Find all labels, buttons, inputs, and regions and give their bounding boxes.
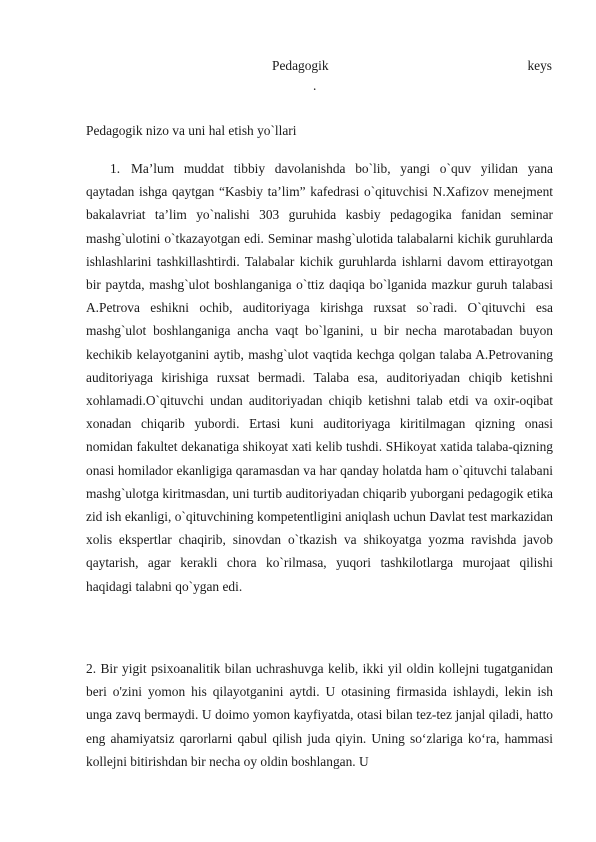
header-left-text: Pedagogik: [272, 58, 329, 73]
case-1-text: Ma’lum muddat tibbiy davolanishda bo`lib, yangi o`quv yilidan yana qaytadan ishga qaytgan “Kasbiy ta’lim” kafedrasi o`qituvchisi N.Xafizov menejment bakalavriat ta’lim yo`nalishi 303 guruhida kasbiy pedagogika fanidan seminar mashg`ulotini o`tkazayotgan edi. Seminar mashg`ulotida talabalarni kichik guruhlarda ishlashlarini tashkillashtirdi. Talabalar kichik guruhlarda ishlarni davom ettirayotgan bir paytda, mashg`ulot boshlanganiga o`ttiz daqiqa bo`lganida mazkur guruh talabasi A.Petrova eshikni ochib, auditoriyaga kirishga ruxsat so`radi. O`qituvchi esa mashg`ulot boshlanganiga ancha vaqt bo`lganini, u bir necha marotabadan buyon kechikib kelayotganini aytib, mashg`ulot vaqtida kechga qolgan talaba A.Petrovaning auditoriyaga kirishiga ruxsat bermadi. Talaba esa, auditoriyadan chiqib ketishni xohlamadi.O`qituvchi undan auditoriyadan chiqib ketishni talab etdi va oxir-oqibat xonadan chiqarib yubordi. Ertasi kuni auditoriyaga kiritilmagan qizning onasi nomidan fakultet dekanatiga shikoyat xati kelib tushdi. SHikoyat xatida talaba-qizning onasi homilador ekanligiga qaramasdan va har qanday holatda ham o`qituvchi talabani mashg`ulotga kiritmasdan, uni turtib auditoriyadan chiqarib yuborgani pedagogik etika zid ish ekanligi, o`qituvchining kompetentligini aniqlash uchun Davlat test markazidan xolis ekspertlar chaqirib, sinovdan o`tkazish va shikoyatga yozma ravishda javob qaytarish, agar kerakli chora ko`rilmasa, yuqori tashkilotlarga murojaat qilishi haqidagi talabni qo`ygan edi.: [86, 161, 553, 594]
page-header: [86, 58, 552, 76]
case-1-paragraph: [86, 157, 553, 598]
case-1-number: 1.: [110, 161, 121, 176]
header-dot: .: [313, 78, 317, 93]
case-2-paragraph: 2. Bir yigit psixoanalitik bilan uchrashuvga kelib, ikki yil oldin kollejni tugatganidan beri o'zini yomon his qilayotganini aytdi. U otasining firmasida ishlaydi, lekin ish unga zavq bermaydi. U doimo yomon kayfiyatda, otasi bilan tez-tez janjal qiladi, hatto eng ahamiyatsiz qarorlarni qabul qilish juda qiyin. Uning so‘zlariga ko‘ra, hammasi kollejni bitirishdan bir necha oy oldin boshlangan. U: [86, 661, 553, 769]
header-right-text: keys: [527, 58, 552, 73]
section-title: Pedagogik nizo va uni hal etish yo`llari: [86, 123, 297, 138]
